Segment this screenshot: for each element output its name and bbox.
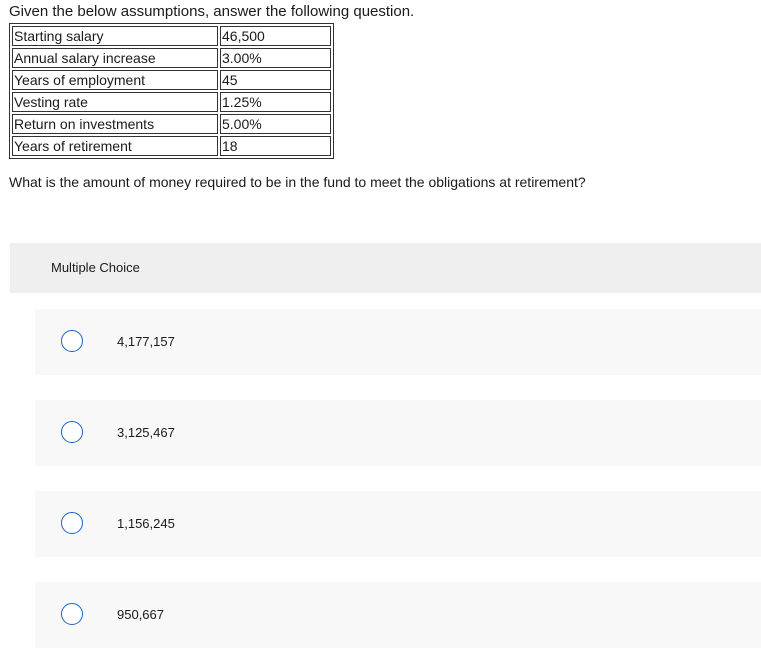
table-row	[12, 48, 331, 68]
radio-icon[interactable]	[61, 512, 83, 534]
radio-icon[interactable]	[61, 421, 83, 443]
choice-label: 4,177,157	[117, 334, 175, 349]
table-row	[12, 114, 331, 134]
multiple-choice-header	[10, 243, 761, 293]
assumption-label: Annual salary increase	[12, 48, 218, 68]
choice-option-3[interactable]	[35, 491, 761, 557]
table-row	[12, 136, 331, 156]
assumption-label: Return on investments	[12, 114, 218, 134]
assumptions-table	[9, 23, 334, 159]
table-row	[12, 92, 331, 112]
choice-label: 1,156,245	[117, 516, 175, 531]
table-row	[12, 70, 331, 90]
assumption-label: Years of retirement	[12, 136, 218, 156]
assumption-value: 1.25%	[220, 92, 331, 112]
intro-text: Given the below assumptions, answer the following question.	[9, 3, 415, 20]
choice-label: 3,125,467	[117, 425, 175, 440]
choice-label: 950,667	[117, 607, 164, 622]
question-text: What is the amount of money required to be in the fund to meet the obligations at retirement?	[9, 174, 586, 190]
choice-option-1[interactable]	[35, 309, 761, 375]
assumption-value: 5.00%	[220, 114, 331, 134]
assumption-label: Years of employment	[12, 70, 218, 90]
assumption-label: Starting salary	[12, 26, 218, 46]
assumption-value: 46,500	[220, 26, 331, 46]
table-row	[12, 26, 331, 46]
radio-icon[interactable]	[61, 603, 83, 625]
choice-option-2[interactable]	[35, 400, 761, 466]
assumption-label: Vesting rate	[12, 92, 218, 112]
assumption-value: 3.00%	[220, 48, 331, 68]
assumption-value: 18	[220, 136, 331, 156]
multiple-choice-label: Multiple Choice	[51, 260, 140, 275]
assumption-value: 45	[220, 70, 331, 90]
choice-option-4[interactable]	[35, 582, 761, 648]
radio-icon[interactable]	[61, 330, 83, 352]
